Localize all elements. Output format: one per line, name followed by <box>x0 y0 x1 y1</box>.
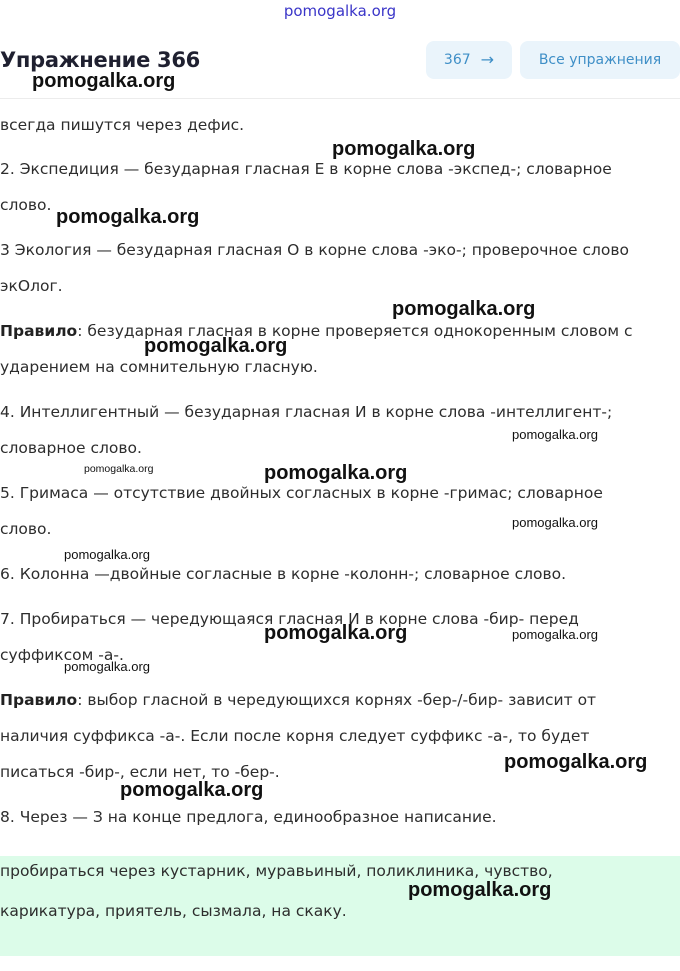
all-exercises-button[interactable]: Все упражнения <box>520 41 680 79</box>
text-line: слово. <box>0 520 52 538</box>
watermark: pomogalka.org <box>512 627 598 642</box>
rule-line: Правило: безударная гласная в корне проверяется однокоренным словом с <box>0 322 633 340</box>
answer-box <box>0 856 680 956</box>
next-exercise-button[interactable] <box>426 41 512 79</box>
watermark: pomogalka.org <box>332 138 476 160</box>
answer-line: пробираться через кустарник, муравьиный, поликлиника, чувство, <box>0 862 553 880</box>
text-line: словарное слово. <box>0 439 142 457</box>
next-exercise-label: 367 <box>443 52 471 68</box>
text-line: 3 Экология — безударная гласная О в корне слова -эко-; проверочное слово <box>0 241 629 259</box>
watermark: pomogalka.org <box>84 463 154 475</box>
watermark: pomogalka.org <box>64 547 150 562</box>
text-line: 6. Колонна —двойные согласные в корне -колонн-; словарное слово. <box>0 565 567 583</box>
rule-line: Правило: выбор гласной в чередующихся корнях -бер-/-бир- зависит от <box>0 691 597 709</box>
top-watermark: pomogalka.org <box>283 2 397 20</box>
page-title: Упражнение 366 <box>0 48 200 72</box>
watermark: pomogalka.org <box>264 462 408 484</box>
text-line: слово. <box>0 196 52 214</box>
text-line: ударением на сомнительную гласную. <box>0 358 318 376</box>
arrow-right-icon: → <box>480 50 495 69</box>
watermark: pomogalka.org <box>504 751 648 773</box>
watermark: pomogalka.org <box>120 779 264 801</box>
watermark: pomogalka.org <box>408 879 552 901</box>
text-line: 4. Интеллигентный — безударная гласная И в корне слова -интеллигент-; <box>0 403 613 421</box>
text-line: писаться -бир-, если нет, то -бер-. <box>0 763 280 781</box>
watermark: pomogalka.org <box>392 298 536 320</box>
watermark: pomogalka.org <box>264 622 408 644</box>
watermark: pomogalka.org <box>32 70 176 92</box>
text-line: экОлог. <box>0 277 63 295</box>
text-line: всегда пишутся через дефис. <box>0 116 245 134</box>
text-line: 7. Пробираться — чередующаяся гласная И в корне слова -бир- перед <box>0 610 579 628</box>
text-line: 8. Через — З на конце предлога, единообразное написание. <box>0 808 497 826</box>
answer-line: карикатура, приятель, сызмала, на скаку. <box>0 902 347 920</box>
watermark: pomogalka.org <box>512 427 598 442</box>
text-line: 2. Экспедиция — безударная гласная Е в корне слова -экспед-; словарное <box>0 160 612 178</box>
watermark: pomogalka.org <box>144 335 288 357</box>
text-line: суффиксом -а-. <box>0 646 124 664</box>
text-line: наличия суффикса -а-. Если после корня следует суффикс -а-, то будет <box>0 727 590 745</box>
watermark: pomogalka.org <box>512 515 598 530</box>
watermark: pomogalka.org <box>56 206 200 228</box>
watermark: pomogalka.org <box>64 659 150 674</box>
text-line: 5. Гримаса — отсутствие двойных согласных в корне -гримас; словарное <box>0 484 603 502</box>
